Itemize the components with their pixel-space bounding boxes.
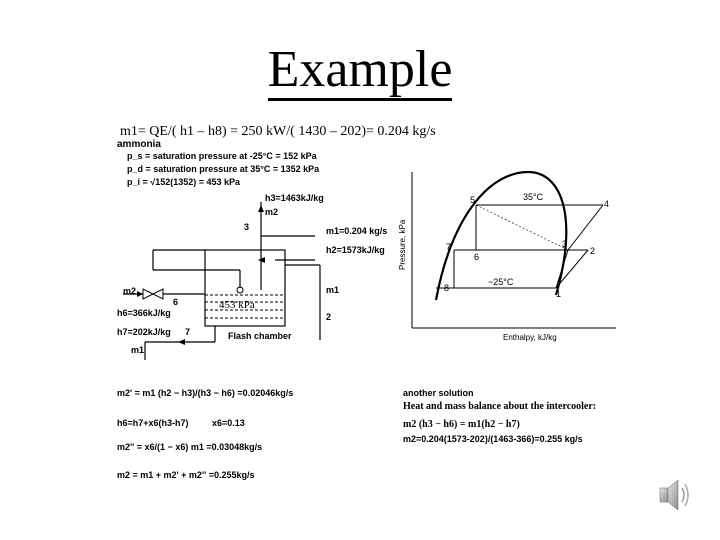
node-7-label: 7 [185,327,191,337]
node-2-label: 2 [326,312,332,322]
ph-diagram [398,170,620,345]
m2-double-prime-equation: m2'' = x6/(1 − x6) m1 =0.03048kg/s [117,442,263,452]
y-axis-label: Pressure, kPa [398,219,407,270]
point-6: 6 [474,252,480,262]
m1-flow-label: m1=0.204 kg/s [326,226,388,236]
ps-line: p_s = saturation pressure at -25°C = 152 kPa [127,151,317,161]
m2-top-label: m2 [265,207,279,217]
another-solution-heading: another solution [403,388,474,398]
chamber-pressure-label: 453 kPa [219,299,255,311]
point-3: 3 [562,239,568,249]
point-2: 2 [590,246,596,256]
x-axis-label: Enthalpy, kJ/kg [503,333,557,342]
h6-label: h6=366kJ/kg [117,308,171,318]
speaker-icon[interactable] [650,470,700,525]
temp-high-label: 35°C [523,192,544,202]
m2-total-equation: m2 = m1 + m2' + m2'' =0.255kg/s [117,470,255,480]
point-4: 4 [604,199,610,209]
h3-label: h3=1463kJ/kg [265,193,324,203]
h6-equation: h6=h7+x6(h3-h7) [117,418,189,428]
x6-equation: x6=0.13 [212,418,245,428]
point-8: 8 [444,283,450,293]
mass-flow-equation: m1= QE/( h1 – h8) = 250 kW/( 1430 – 202)= 0.204 kg/s [120,124,436,139]
pi-line: p_i = √152(1352) = 453 kPa [127,177,241,187]
slide-title: Example [0,40,720,101]
point-7: 7 [446,242,452,252]
balance-result: m2=0.204(1573-202)/(1463-366)=0.255 kg/s [403,434,583,444]
point-1: 1 [556,289,562,299]
m2-left-label: m2 [123,286,137,296]
balance-formula: m2 (h3 − h6) = m1(h2 − h7) [403,419,520,430]
temp-low-label: −25°C [488,277,514,287]
figure-heading: ammonia [117,139,161,150]
m1-right-label: m1 [326,285,340,295]
m1-bottom-label: m1 [131,345,145,355]
point-5: 5 [470,195,476,205]
flash-chamber-label: Flash chamber [228,331,292,341]
h7-label: h7=202kJ/kg [117,327,171,337]
m2-prime-equation: m2' = m1 (h2 − h3)/(h3 − h6) =0.02046kg/s [117,388,294,398]
intercooler-subtitle: Heat and mass balance about the intercooler: [403,401,597,412]
node-6-label: 6 [173,297,179,307]
node-3-label: 3 [244,222,250,232]
h2-label: h2=1573kJ/kg [326,245,385,255]
pd-line: p_d = saturation pressure at 35°C = 1352 kPa [127,164,320,174]
